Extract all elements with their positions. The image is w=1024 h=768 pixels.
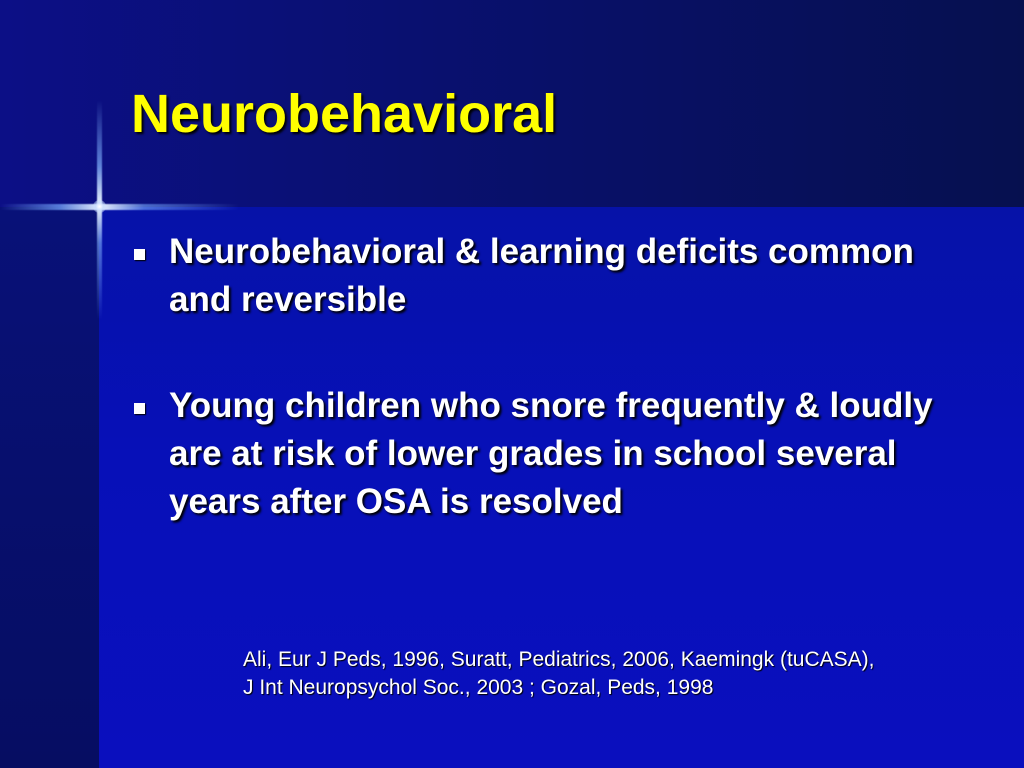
bullet-item <box>131 382 951 526</box>
square-bullet-icon <box>134 249 145 260</box>
sparkle-star-core <box>93 200 106 213</box>
citation-line: J Int Neuropsychol Soc., 2003 ; Gozal, Peds, 1998 <box>243 676 714 699</box>
square-bullet-icon <box>134 403 145 414</box>
bullet-text: Young children who snore frequently & loudly are at risk of lower grades in school several years after OSA is resolved <box>169 386 933 521</box>
bullet-text: Neurobehavioral & learning deficits common and reversible <box>169 232 914 319</box>
sparkle-star-horizontal-ray <box>0 204 240 210</box>
slide-title: Neurobehavioral <box>131 84 558 144</box>
bullet-list <box>131 228 951 584</box>
left-band-background <box>0 207 99 768</box>
citation-line: Ali, Eur J Peds, 1996, Suratt, Pediatrics, 2006, Kaemingk (tuCASA), <box>243 648 875 671</box>
bullet-item <box>131 228 951 324</box>
citation <box>243 646 1018 702</box>
